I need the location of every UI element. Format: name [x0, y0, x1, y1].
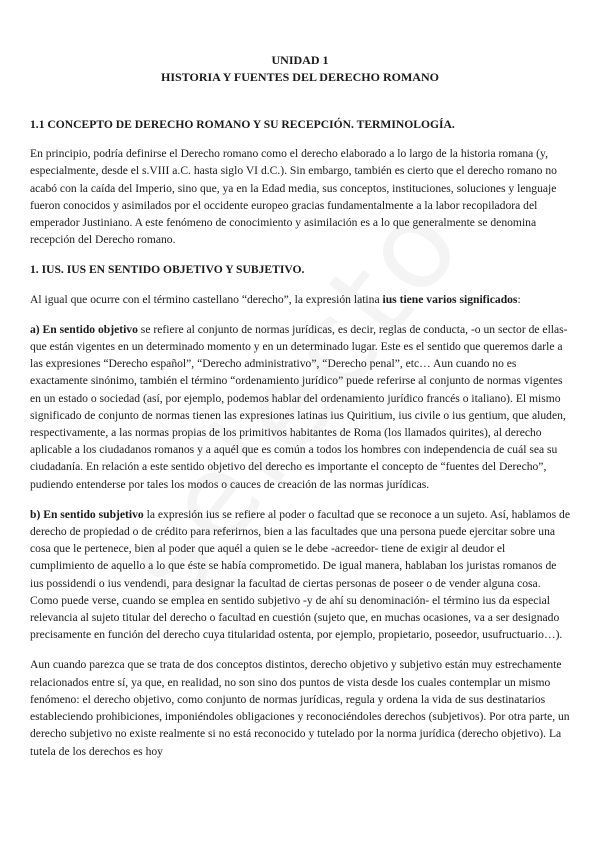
text-sentido-subjetivo: la expresión ius se refiere al poder o facultad que se reconoce a un sujeto. Así, hablamos de derecho de propiedad o de crédito para referirnos, bien a las facultades que una persona puede ejercitar sobre una cosa que le pertenece, bien al poder que aquél a quien se le debe -acreedor- tiene de exigir al deudor el cumplimiento de aquello a lo que éste se había comprometido. De igual manera, hablaban los juristas romanos de ius possidendi o ius vendendi, para designar la facultad de ciertas personas de poseer o de vender alguna cosa. Como puede verse, cuando se emplea en sentido subjetivo -y de ahí su denominación- el término ius da especial relevancia al sujeto titular del derecho o facultad en cuestión (sujeto que, en muchas ocasiones, va a ser designado precisamente en función del derecho cuya titularidad ostenta, por ejemplo, propietario, poseedor, usufructuario…).: [30, 507, 570, 642]
paragraph-sentido-subjetivo: [30, 506, 570, 644]
label-sentido-subjetivo: b) En sentido subjetivo: [30, 507, 144, 521]
text-sentido-objetivo: se refiere al conjunto de normas jurídicas, es decir, reglas de conducta, -o un sector de ellas- que están vigentes en un determinado momento y en un determinado lugar. Este es el sentido que queremos darle a las expresiones “Derecho español”, “Derecho administrativo”, “Derecho penal”, etc… Aun cuando no es exactamente sinónimo, también el término “ordenamiento jurídico” puede referirse al conjunto de normas vigentes en un estado o sociedad (así, por ejemplo, podemos hablar del ordenamiento jurídico francés o italiano). El mismo significado de conjunto de normas tienen las expresiones latinas ius Quiritium, ius civile o ius gentium, que aluden, respectivamente, a las normas propias de los primitivos habitantes de Roma (los llamados quirites), al derecho aplicable a los ciudadanos romanos y a aquél que es común a todos los hombres con independencia de cuál sea su ciudadanía. En relación a este sentido objetivo del derecho es importante el concepto de “fuentes del Derecho”, pudiendo entenderse por tales los modos o cauces de creación de las normas jurídicas.: [30, 322, 568, 491]
paragraph-concepto: En principio, podría definirse el Derecho romano como el derecho elaborado a lo largo de la historia romana (y, especialmente, desde el s.VIII a.C. hasta siglo VI d.C.). Sin embargo, también es cierto que el derecho romano no acabó con la caída del Imperio, sino que, ya en la Edad media, sus conceptos, instituciones, soluciones y lenguaje fueron conocidos y asimilados por el occidente europeo gracias fundamentalmente a la labor recopiladora del emperador Justiniano. A este fenómeno de conocimiento y asimilación es a lo que generalmente se denomina recepción del Derecho romano.: [30, 147, 557, 247]
intro-text: Al igual que ocurre con el término castellano “derecho”, la expresión latina: [30, 292, 383, 306]
paragraph-sentido-objetivo: [30, 321, 570, 493]
label-sentido-objetivo: a) En sentido objetivo: [30, 322, 138, 336]
paragraph-intro: [30, 291, 570, 308]
unit-subtitle: HISTORIA Y FUENTES DEL DERECHO ROMANO: [161, 70, 439, 84]
intro-bold: ius tiene varios significados: [382, 292, 518, 306]
intro-colon: :: [517, 292, 521, 306]
paragraph-closing: Aun cuando parezca que se trata de dos conceptos distintos, derecho objetivo y subjetivo están muy estrechamente relacionados entre sí, ya que, en realidad, no son sino dos puntos de vista desde los cuales contemplar un mismo fenómeno: el derecho objetivo, como conjunto de normas jurídicas, regula y ordena la vida de sus destinatarios estableciendo prohibiciones, imponiéndoles obligaciones y reconociéndoles derechos (subjetivos). Por otra parte, un derecho subjetivo no existe realmente si no está reconocido y tutelado por la norma jurídica (derecho objetivo). La tutela de los derechos es hoy: [30, 658, 570, 758]
unit-title: UNIDAD 1: [271, 53, 329, 67]
section-heading-1-1: 1.1 CONCEPTO DE DERECHO ROMANO Y SU RECEPCIÓN. TERMINOLOGÍA.: [30, 118, 455, 131]
section-heading-1: 1. IUS. IUS EN SENTIDO OBJETIVO Y SUBJETIVO.: [30, 263, 305, 277]
